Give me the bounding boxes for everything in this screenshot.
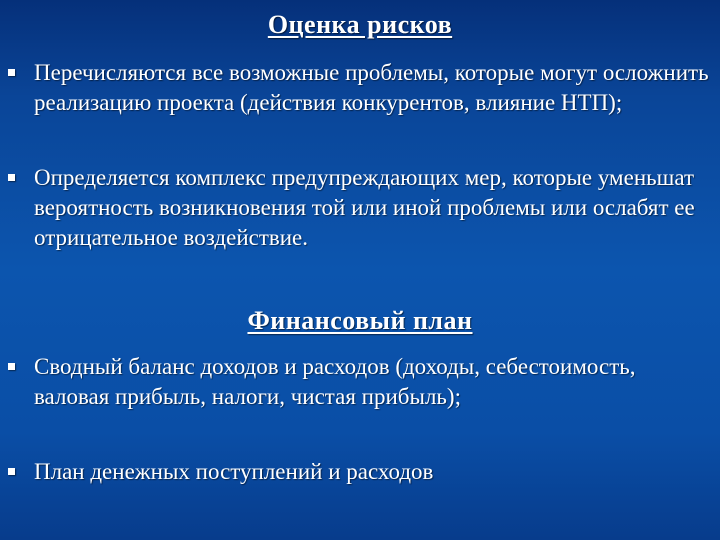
financial-bullet-2-text: План денежных поступлений и расходов	[34, 459, 434, 484]
square-bullet-icon	[8, 468, 15, 475]
risk-bullet-1-text: Перечисляются все возможные проблемы, которые могут осложнить реализацию проекта (действия конкурентов, влияние НТП);	[34, 60, 709, 115]
risk-bullet-2-text: Определяется комплекс предупреждающих мер, которые уменьшат вероятность возникновения той или иной проблемы или ослабят ее отрицательное воздействие.	[34, 165, 695, 250]
financial-bullet-1-text: Сводный баланс доходов и расходов (доходы, себестоимость, валовая прибыль, налоги, чистая прибыль);	[34, 354, 636, 409]
financial-plan-heading: Финансовый план	[247, 306, 473, 335]
risk-assessment-heading: Оценка рисков	[267, 10, 453, 39]
square-bullet-icon	[8, 363, 15, 370]
square-bullet-icon	[8, 69, 15, 76]
square-bullet-icon	[8, 174, 15, 181]
